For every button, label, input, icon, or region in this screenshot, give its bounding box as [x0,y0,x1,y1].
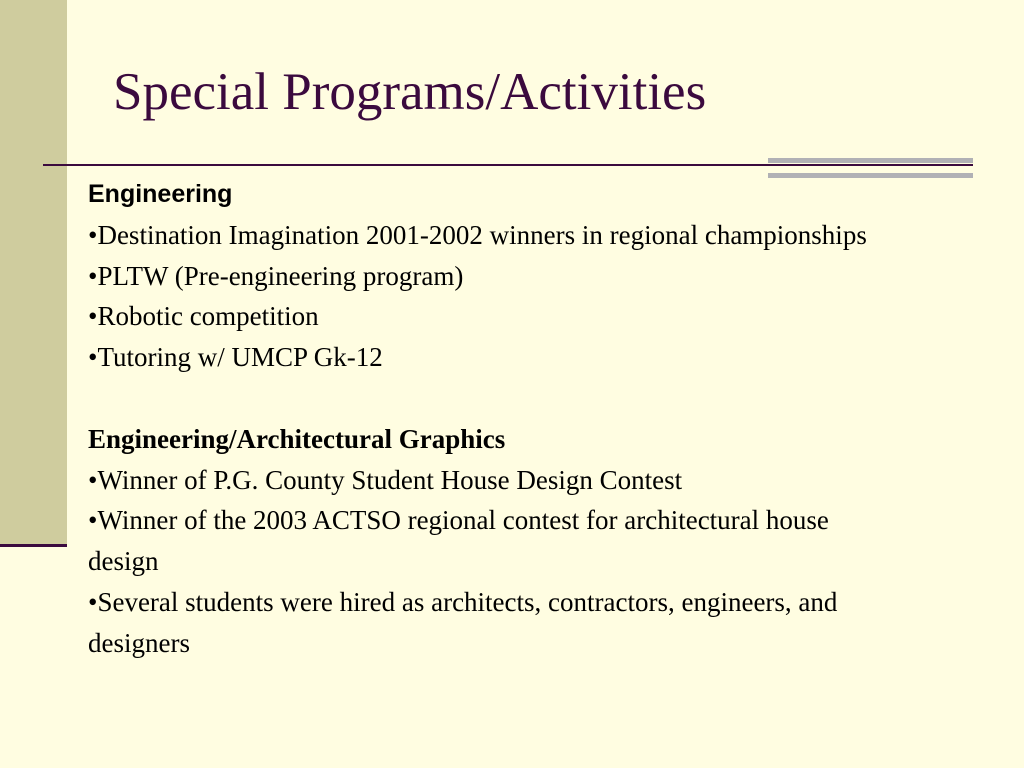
left-decorative-band [0,0,67,545]
bullet-list [88,215,888,378]
title-underline-rule [43,164,973,166]
bullet-item: •Robotic competition [88,301,319,332]
bullet-item: •Tutoring w/ UMCP Gk-12 [88,342,383,373]
section-engineering-architectural-graphics [88,419,888,664]
bullet-item: •Destination Imagination 2001-2002 winners in regional championships [88,219,867,250]
slide-body [88,174,888,664]
bullet-list [88,460,888,664]
bullet-item: •Winner of the 2003 ACTSO regional contest for architectural house design [88,505,829,577]
left-band-rule [0,544,67,547]
slide-title: Special Programs/Activities [113,63,707,121]
bullet-item: •Winner of P.G. County Student House Design Contest [88,464,683,495]
section-heading: Engineering [88,180,233,208]
section-heading: Engineering/Architectural Graphics [88,423,506,454]
bullet-item: •PLTW (Pre-engineering program) [88,260,464,291]
section-spacer [88,378,888,419]
section-engineering [88,174,888,378]
bullet-item: •Several students were hired as architects, contractors, engineers, and designers [88,586,838,658]
accent-bar-top [768,158,973,163]
